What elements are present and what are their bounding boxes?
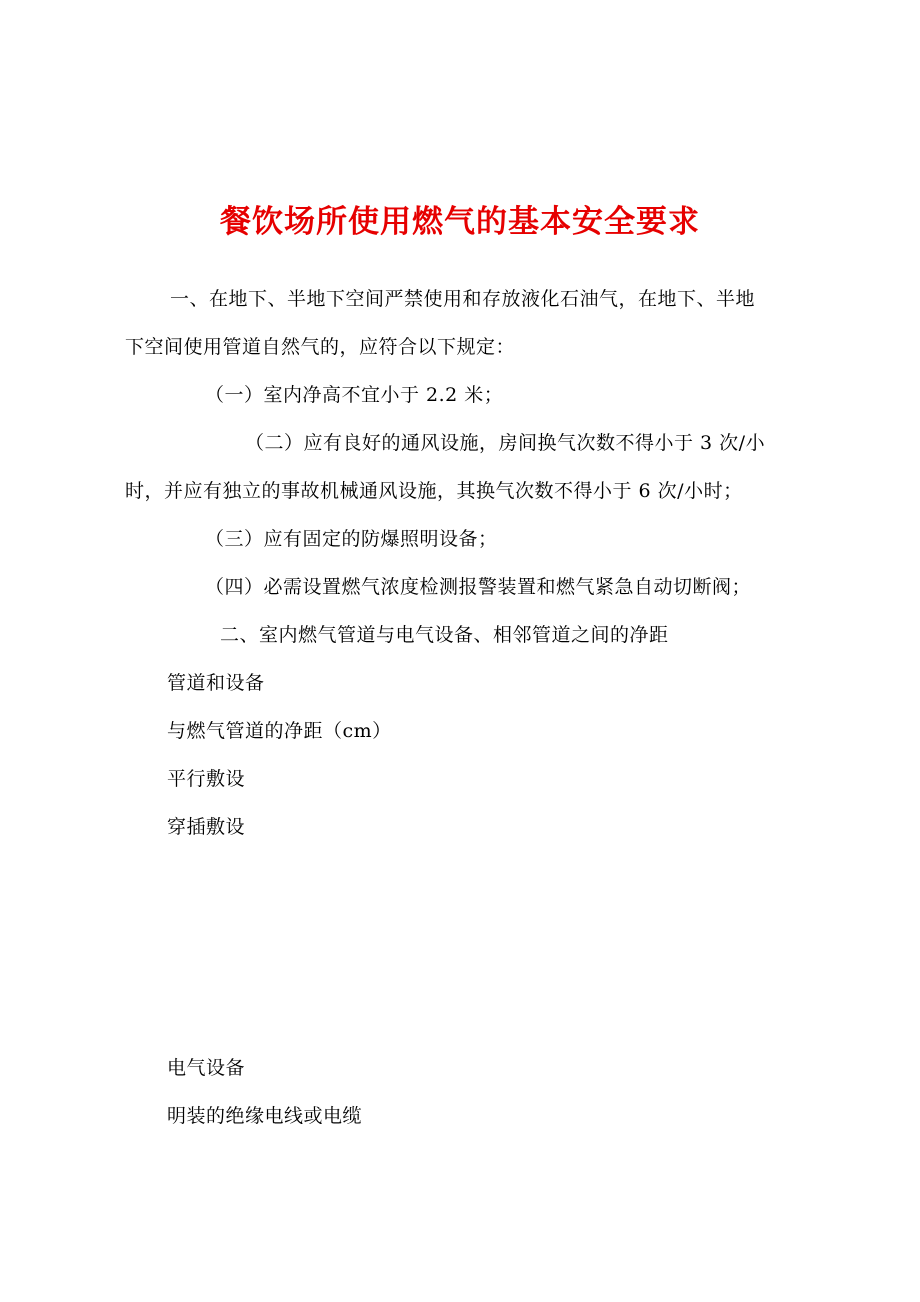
paragraph-line: （三）应有固定的防爆照明设备； bbox=[205, 528, 498, 550]
table-cell: 与燃气管道的净距（cm） bbox=[167, 720, 392, 742]
paragraph-line: （一）室内净高不宜小于 2.2 米； bbox=[205, 384, 504, 406]
paragraph-line: （二）应有良好的通风设施，房间换气次数不得小于 3 次/小 bbox=[245, 432, 766, 454]
table-cell: 平行敷设 bbox=[167, 768, 246, 790]
table-cell: 电气设备 bbox=[167, 1057, 246, 1079]
paragraph-line: 下空间使用管道自然气的，应符合以下规定： bbox=[125, 336, 516, 358]
table-cell: 管道和设备 bbox=[167, 672, 265, 694]
table-cell: 明装的绝缘电线或电缆 bbox=[167, 1105, 363, 1127]
paragraph-line: （四）必需设置燃气浓度检测报警装置和燃气紧急自动切断阀； bbox=[205, 576, 752, 598]
table-cell: 穿插敷设 bbox=[167, 816, 246, 838]
paragraph-line: 时，并应有独立的事故机械通风设施，其换气次数不得小于 6 次/小时； bbox=[125, 480, 743, 502]
document-title: 餐饮场所使用燃气的基本安全要求 bbox=[220, 204, 700, 240]
paragraph-line: 一、在地下、半地下空间严禁使用和存放液化石油气，在地下、半地 bbox=[170, 288, 756, 310]
section-heading: 二、室内燃气管道与电气设备、相邻管道之间的净距 bbox=[220, 624, 669, 646]
